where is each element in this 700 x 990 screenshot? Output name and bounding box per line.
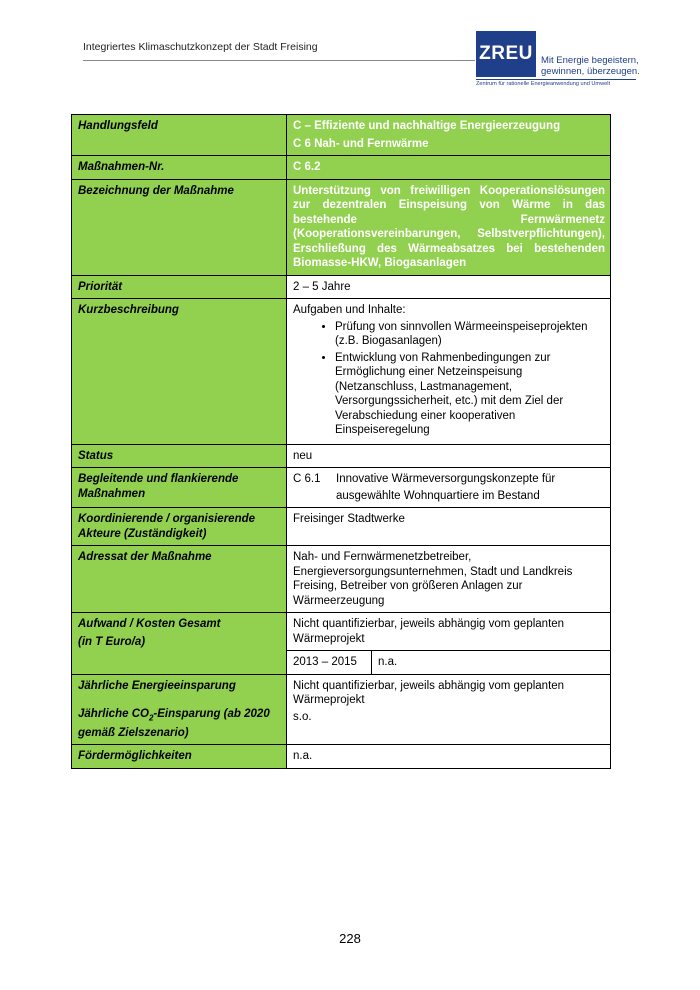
logo-slogan (541, 55, 641, 77)
row-kurzbeschreibung (72, 299, 611, 445)
label-adressat: Adressat der Maßnahme (72, 546, 287, 613)
value-foerder: n.a. (287, 745, 611, 769)
related-measure-code: C 6.1 (293, 473, 321, 485)
task-list (293, 320, 605, 438)
row-koordinierende (72, 508, 611, 546)
label-prioritaet: Priorität (72, 275, 287, 299)
value-kurzbeschreibung (287, 299, 611, 445)
zreu-logo (476, 31, 640, 91)
label-bezeichnung: Bezeichnung der Maßnahme (72, 179, 287, 275)
row-bezeichnung (72, 179, 611, 275)
value-bezeichnung: Unterstützung von freiwilligen Kooperationslösungen zur dezentralen Einspeisung von Wärme in das bestehende Fernwärmenetz (Kooperationsvereinbarungen, Selbstverpflichtungen), Erschließung des Wärmeabsatzes bei bestehenden Biomasse-HKW, Biogasanlagen (287, 179, 611, 275)
handlungsfeld-line-2: C 6 Nah- und Fernwärme (293, 137, 429, 150)
label-aufwand (72, 613, 287, 675)
page-number: 228 (339, 931, 361, 946)
row-status (72, 444, 611, 468)
label-kurzbeschreibung: Kurzbeschreibung (72, 299, 287, 445)
energie-label: Jährliche Energieeinsparung (78, 679, 236, 692)
logo-bar (476, 79, 636, 80)
value-aufwand: Nicht quantifizierbar, jeweils abhängig vom geplanten Wärmeprojekt (287, 613, 611, 651)
label-begleitende: Begleitende und flankierende Maßnahmen (72, 468, 287, 508)
related-measure-text: Innovative Wärmeversorgungskonzepte für (336, 473, 556, 485)
kurzbeschreibung-intro: Aufgaben und Inhalte: (293, 304, 406, 316)
label-handlungsfeld: Handlungsfeld (72, 115, 287, 156)
label-koordinierende: Koordinierende / organisierende Akteure (Zuständigkeit) (72, 508, 287, 546)
value-koordinierende: Freisinger Stadtwerke (287, 508, 611, 546)
list-item: • Prüfung von sinnvollen Wärmeeinspeiseprojekten (z.B. Biogasanlagen) (335, 320, 605, 349)
related-measure-text-2: ausgewählte Wohnquartiere im Bestand (336, 489, 540, 502)
value-prioritaet: 2 – 5 Jahre (287, 275, 611, 299)
co2-label: Jährliche $CO_2$-Einsparung (ab 2020 gemäß Zielszenario) (78, 708, 270, 739)
period-table (287, 651, 610, 674)
label-foerder: Fördermöglichkeiten (72, 745, 287, 769)
period-years: 2013 – 2015 (287, 651, 372, 674)
handlungsfeld-line-1: C – Effiziente und nachhaltige Energieerzeugung (293, 120, 561, 132)
list-item: • Entwicklung von Rahmenbedingungen zur Ermöglichung einer Netzeinspeisung (Netzanschluss, Lastmanagement, Versorgungssicherheit, etc.) mit dem Ziel der Verabschiedung einer kooperativen Einspeiseregelung (335, 351, 605, 438)
value-handlungsfeld (287, 115, 611, 156)
logo-slogan-line-1: Mit Energie begeistern, (541, 55, 639, 66)
logo-slogan-line-2: gewinnen, überzeugen. (541, 66, 640, 77)
row-aufwand (72, 613, 611, 651)
row-adressat (72, 546, 611, 613)
energie-value: Nicht quantifizierbar, jeweils abhängig vom geplanten Wärmeprojekt (293, 679, 565, 706)
period-value: n.a. (378, 656, 398, 668)
value-aufwand-period (287, 651, 611, 675)
row-energie (72, 674, 611, 745)
row-begleitende (72, 468, 611, 508)
label-energie (72, 674, 287, 745)
row-prioritaet (72, 275, 611, 299)
label-nummer: Maßnahmen-Nr. (72, 156, 287, 180)
aufwand-label-line-1: Aufwand / Kosten Gesamt (78, 618, 221, 630)
row-foerder (72, 745, 611, 769)
logo-word: ZREU (479, 43, 533, 64)
co2-value: s.o. (293, 710, 312, 723)
value-adressat: Nah- und Fernwärmenetzbetreiber, Energieversorgungsunternehmen, Stadt und Landkreis Freising, Betreiber von größeren Anlagen zur Wärmeerzeugung (287, 546, 611, 613)
aufwand-label-line-2: (in T Euro/a) (78, 635, 146, 648)
document-title: Integriertes Klimaschutzkonzept der Stadt Freising (83, 41, 318, 53)
value-begleitende (287, 468, 611, 508)
value-status: neu (287, 444, 611, 468)
related-measure (293, 472, 605, 487)
measure-table (71, 114, 611, 769)
row-handlungsfeld (72, 115, 611, 156)
row-nummer (72, 156, 611, 180)
value-energie (287, 674, 611, 745)
value-nummer: C 6.2 (287, 156, 611, 180)
header-divider (83, 60, 475, 61)
logo-mark (476, 31, 536, 77)
logo-subtitle: Zentrum für rationelle Energieanwendung und Umwelt (476, 81, 611, 87)
label-status: Status (72, 444, 287, 468)
